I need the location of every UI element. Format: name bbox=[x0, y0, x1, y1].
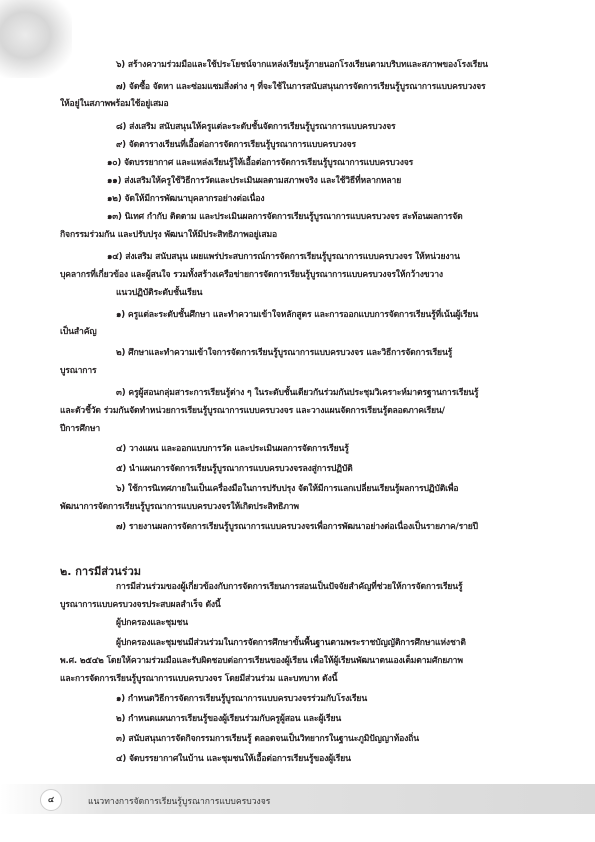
text-line: ๓) สนับสนุนการจัดกิจกรรมการเรียนรู้ ตลอดจนเป็นวิทยากรในฐานะภูมิปัญญาท้องถิ่น bbox=[116, 734, 419, 744]
text-line: บูรณาการแบบครบวงจรประสบผลสำเร็จ ดังนี้ bbox=[60, 600, 221, 610]
page-number: ๔ bbox=[40, 789, 62, 811]
text-line: และการจัดการเรียนรู้บูรณาการแบบครบวงจร โดยมีส่วนร่วม และบทบาท ดังนี้ bbox=[60, 674, 338, 684]
text-line: ๗) จัดซื้อ จัดหา และซ่อมแซมสิ่งต่าง ๆ ที่จะใช้ในการสนับสนุนการจัดการเรียนรู้บูรณาการแบบครบวงจร bbox=[116, 82, 486, 92]
text-line: พ.ศ. ๒๕๔๒ โดยให้ความร่วมมือและรับผิดชอบต่อการเรียนของผู้เรียน เพื่อให้ผู้เรียนพัฒนาตนเองเต็มตามศักยภาพ bbox=[60, 656, 463, 666]
text-line: ๑๐) จัดบรรยากาศ และแหล่งเรียนรู้ให้เอื้อต่อการจัดการเรียนรู้บูรณาการแบบครบวงจร bbox=[107, 158, 414, 168]
text-line: ๙) จัดตารางเรียนที่เอื้อต่อการจัดการเรียนรู้บูรณาการแบบครบวงจร bbox=[116, 140, 356, 150]
text-line: ๔) วางแผน และออกแบบการวัด และประเมินผลการจัดการเรียนรู้ bbox=[116, 444, 349, 454]
text-line: ๑๑) ส่งเสริมให้ครูใช้วิธีการวัดและประเมินผลตามสภาพจริง และใช้วิธีที่หลากหลาย bbox=[107, 176, 402, 186]
text-line: ๔) จัดบรรยากาศในบ้าน และชุมชนให้เอื้อต่อการเรียนรู้ของผู้เรียน bbox=[116, 754, 351, 764]
text-line: ๖) ใช้การนิเทศภายในเป็นเครื่องมือในการปรับปรุง จัดให้มีการแลกเปลี่ยนเรียนรู้ผลการปฏิบัติเพื่อ bbox=[116, 484, 459, 494]
subheading: แนวปฏิบัติระดับชั้นเรียน bbox=[116, 288, 203, 298]
footer-title: แนวทางการจัดการเรียนรู้บูรณาการแบบครบวงจร bbox=[88, 797, 271, 807]
text-line: ๑๒) จัดให้มีการพัฒนาบุคลากรอย่างต่อเนื่อง bbox=[107, 194, 265, 204]
subheading: ผู้ปกครองและชุมชน bbox=[116, 618, 188, 628]
text-line: กิจกรรมร่วมกัน และปรับปรุง พัฒนาให้มีประสิทธิภาพอยู่เสมอ bbox=[60, 230, 277, 240]
text-line: ๘) ส่งเสริม สนับสนุนให้ครูแต่ละระดับชั้นจัดการเรียนรู้บูรณาการแบบครบวงจร bbox=[116, 122, 396, 132]
text-line: ๓) ครูผู้สอนกลุ่มสาระการเรียนรู้ต่าง ๆ ในระดับชั้นเดียวกันร่วมกันประชุมวิเคราะห์มาตรฐานการเรียนรู้ bbox=[116, 388, 479, 398]
section-heading: ๒. การมีส่วนร่วม bbox=[60, 565, 142, 578]
text-line: ๑๓) นิเทศ กำกับ ติดตาม และประเมินผลการจัดการเรียนรู้บูรณาการแบบครบวงจร สะท้อนผลการจัด bbox=[107, 212, 463, 222]
text-line: ๑) กำหนดวิธีการจัดการเรียนรู้บูรณาการแบบครบวงจรร่วมกับโรงเรียน bbox=[116, 694, 368, 704]
text-line: ๑) ครูแต่ละระดับชั้นศึกษา และทำความเข้าใจหลักสูตร และการออกแบบการจัดการเรียนรู้ที่เน้นผู้เรียน bbox=[116, 310, 479, 320]
text-line: ๖) สร้างความร่วมมือและใช้ประโยชน์จากแหล่งเรียนรู้ภายนอกโรงเรียนตามบริบทและสภาพของโรงเรียน bbox=[116, 60, 488, 70]
text-line: บุคลากรที่เกี่ยวข้อง และผู้สนใจ รวมทั้งสร้างเครือข่ายการจัดการเรียนรู้บูรณาการแบบครบวงจรให้กว้างขวาง bbox=[60, 270, 443, 280]
text-line: และตัวชี้วัด ร่วมกันจัดทำหน่วยการเรียนรู้บูรณาการแบบครบวงจร และวางแผนจัดการเรียนรู้ตลอดภาคเรียน/ bbox=[60, 406, 445, 416]
text-line: ผู้ปกครองและชุมชนมีส่วนร่วมในการจัดการศึกษาขั้นพื้นฐานตามพระราชบัญญัติการศึกษาแห่งชาติ bbox=[116, 638, 466, 648]
text-line: พัฒนาการจัดการเรียนรู้บูรณาการแบบครบวงจรให้เกิดประสิทธิภาพ bbox=[60, 502, 299, 512]
text-line: ๒) ศึกษาและทำความเข้าใจการจัดการเรียนรู้บูรณาการแบบครบวงจร และวิธีการจัดการเรียนรู้ bbox=[116, 348, 453, 358]
text-line: ๒) กำหนดแผนการเรียนรู้ของผู้เรียนร่วมกับครูผู้สอน และผู้เรียน bbox=[116, 714, 342, 724]
text-line: เป็นสำคัญ bbox=[60, 327, 97, 337]
corner-decoration bbox=[0, 0, 72, 78]
text-line: ๑๔) ส่งเสริม สนับสนุน เผยแพร่ประสบการณ์การจัดการเรียนรู้บูรณาการแบบครบวงจร ให้หน่วยงาน bbox=[107, 252, 460, 262]
text-line: ๗) รายงานผลการจัดการเรียนรู้บูรณาการแบบครบวงจรเพื่อการพัฒนาอย่างต่อเนื่องเป็นรายภาค/รายปี bbox=[116, 522, 478, 532]
text-line: บูรณาการ bbox=[60, 366, 97, 376]
text-line: ปีการศึกษา bbox=[60, 424, 101, 434]
text-line: การมีส่วนร่วมของผู้เกี่ยวข้องกับการจัดการเรียนการสอนเป็นปัจจัยสำคัญที่ช่วยให้การจัดการเรียนรู้ bbox=[116, 582, 463, 592]
text-line: ให้อยู่ในสภาพพร้อมใช้อยู่เสมอ bbox=[60, 99, 169, 109]
text-line: ๕) นำแผนการจัดการเรียนรู้บูรณาการแบบครบวงจรลงสู่การปฏิบัติ bbox=[116, 464, 353, 474]
